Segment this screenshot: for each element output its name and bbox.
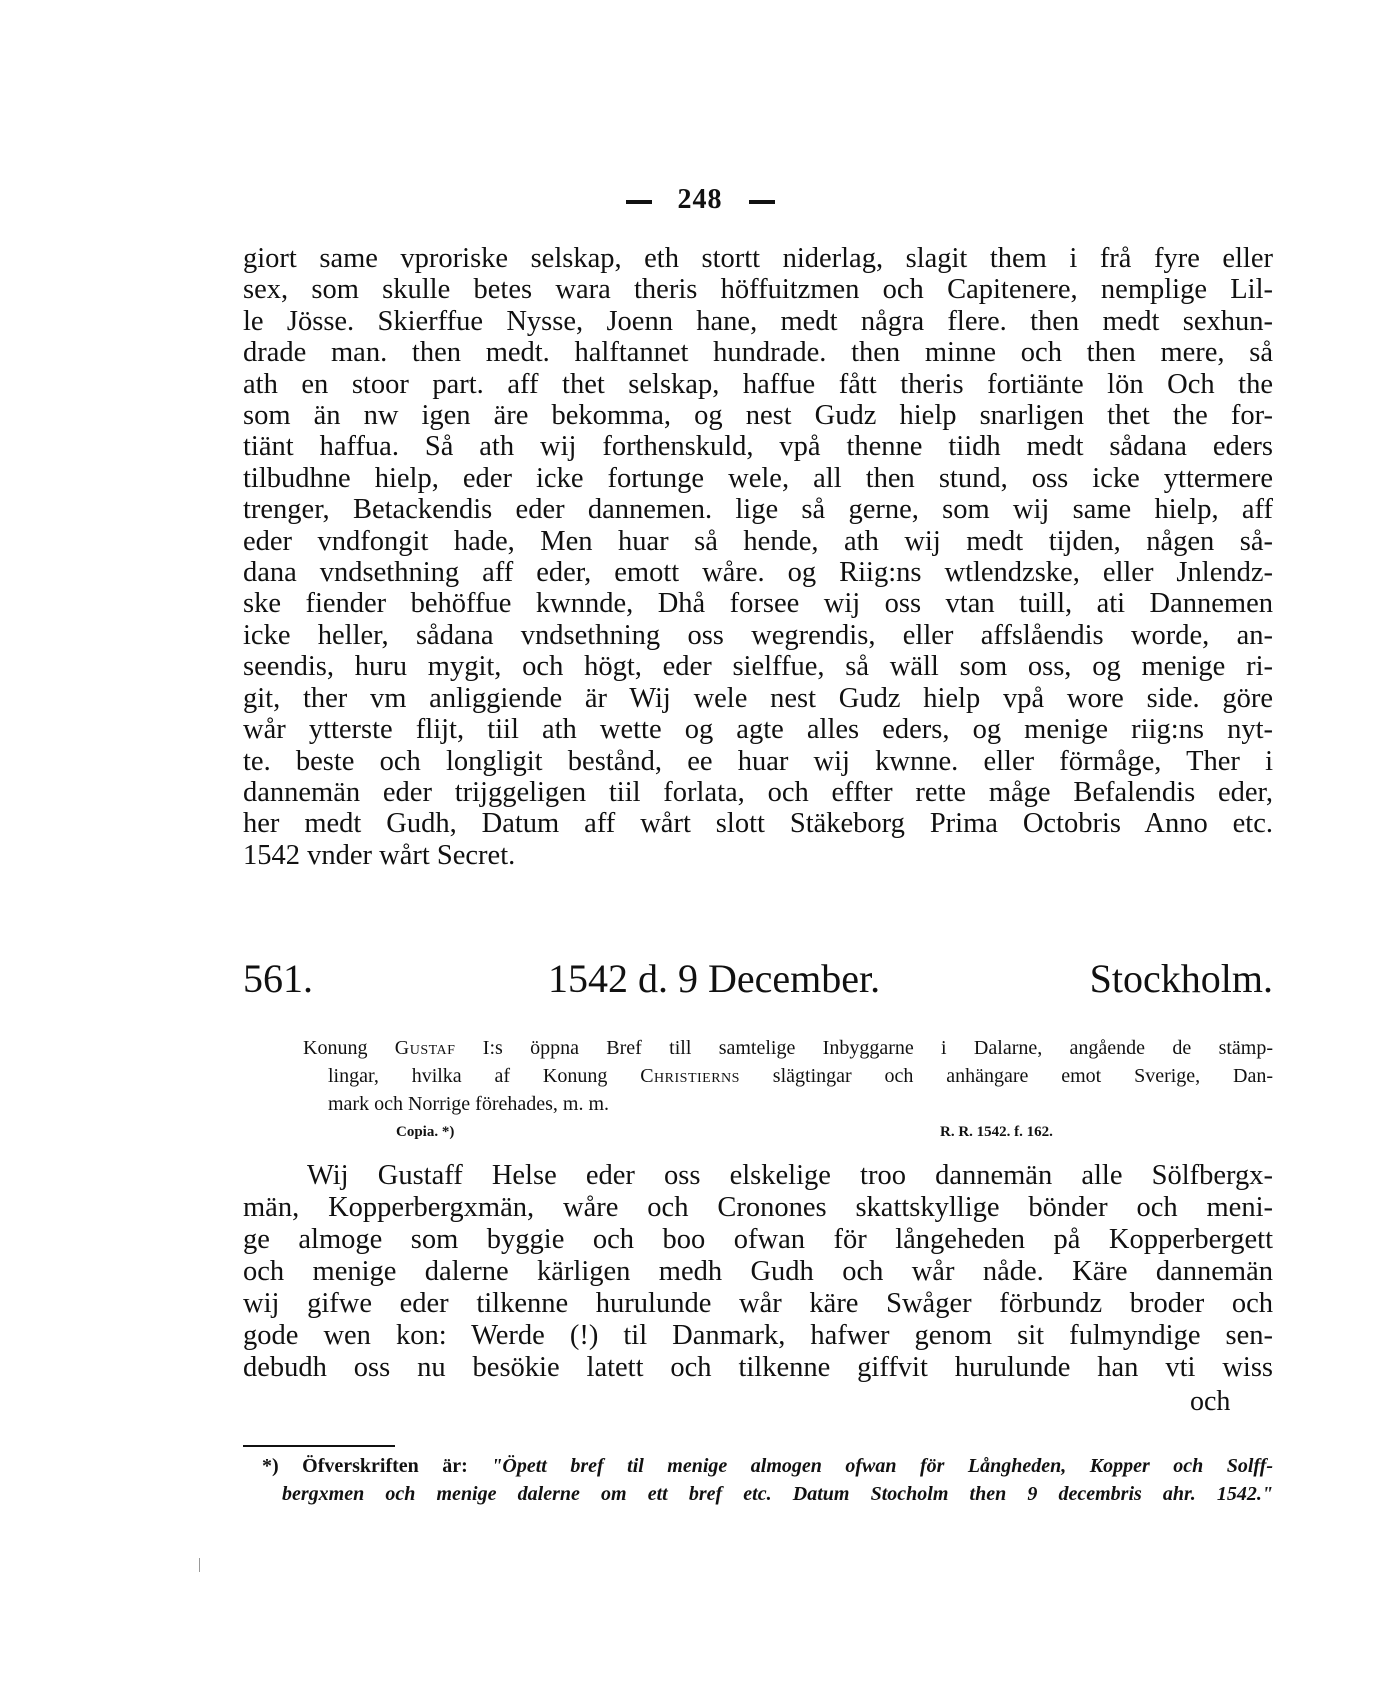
body-line: sex, som skulle betes wara theris höffuitzmen och Capitenere, nemplige Lil- <box>243 274 1273 306</box>
body-text <box>243 243 1273 871</box>
footnote-rule <box>243 1445 395 1447</box>
header-dash-left <box>626 200 652 204</box>
body-line: her medt Gudh, Datum aff wårt slott Stäkeborg Prima Octobris Anno etc. <box>243 808 1273 840</box>
summary-text: slägtingar och anhängare emot Sverige, Dan- <box>772 1065 1273 1087</box>
body-line: eder vndfongit hade, Men huar så hende, ath wij medt tijden, någen så- <box>243 525 1273 557</box>
summary-name: Gustaf <box>394 1037 456 1059</box>
summary-line: mark och Norrige förehades, m. m. <box>328 1093 610 1115</box>
footnote-lead: Öfverskriften är: <box>302 1455 468 1477</box>
body-line: dannemän eder trijggeligen tiil forlata, och effter rette måge Befalendis eder, <box>243 776 1273 808</box>
body-line: wår ytterste flijt, tiil ath wette og agte alles eders, og menige riig:ns nyt- <box>243 714 1273 746</box>
summary-name: Christierns <box>640 1065 740 1087</box>
summary-text: I:s öppna Bref till samtelige Inbyggarne i Dalarne, angående de stämp- <box>482 1037 1274 1059</box>
page-mark <box>199 1558 200 1572</box>
footnote-marker: *) <box>262 1455 279 1477</box>
footnote-line <box>262 1452 1273 1480</box>
letter-line: ge almoge som byggie och boo ofwan för långeheden på Kopperbergett <box>243 1224 1273 1255</box>
body-line: icke heller, sådana vndsethning oss wegrendis, eller affslåendis worde, an- <box>243 619 1273 651</box>
copia-reference: Copia. *) <box>396 1124 455 1140</box>
body-line: tilbudhne hielp, eder icke fortunge wele, all then stund, oss icke yttermere <box>243 462 1273 494</box>
catchword: och <box>1190 1386 1231 1417</box>
body-line: 1542 vnder wårt Secret. <box>243 839 516 871</box>
footnote <box>262 1452 1273 1508</box>
footnote-quote: "Öpett bref til menige almogen ofwan för Långheden, Kopper och Solff- <box>491 1455 1274 1477</box>
document-summary <box>303 1034 1273 1118</box>
body-line: trenger, Betackendis eder dannemen. lige så gerne, som wij same hielp, aff <box>243 494 1273 526</box>
body-line: seendis, huru mygit, och högt, eder sielffue, så wäll som oss, og menige ri- <box>243 651 1273 683</box>
summary-text: Konung <box>303 1037 368 1059</box>
document-place: Stockholm. <box>1089 956 1273 1001</box>
letter-text <box>243 1160 1273 1384</box>
body-line: ske fiender behöffue kwnnde, Dhå forsee wij oss vtan tuill, ati Dannemen <box>243 588 1273 620</box>
letter-line: gode wen kon: Werde (!) til Danmark, hafwer genom sit fulmyndige sen- <box>243 1320 1273 1351</box>
body-line: ath en stoor part. aff thet selskap, haffue fått theris fortiänte lön Och the <box>243 368 1273 400</box>
source-references <box>0 1124 1400 1148</box>
footnote-quote: bergxmen och menige dalerne om ett bref etc. Datum Stocholm then 9 decembris ahr. 1542." <box>282 1483 1273 1505</box>
summary-text: lingar, hvilka af Konung <box>328 1065 608 1087</box>
letter-line: debudh oss nu besökie latett och tilkenne giffvit hurulunde han vti wiss <box>243 1352 1273 1383</box>
body-line: git, ther vm anliggiende är Wij wele nest Gudz hielp vpå wore side. göre <box>243 682 1273 714</box>
body-line: giort same vproriske selskap, eth stortt niderlag, slagit them i frå fyre eller <box>243 243 1273 274</box>
page-header <box>0 184 1400 216</box>
letter-line: wij gifwe eder tilkenne hurulunde wår käre Swåger förbundz broder och <box>243 1288 1273 1319</box>
body-line: tiänt haffua. Så ath wij forthenskuld, vpå thenne tiidh medt sådana eders <box>243 431 1273 463</box>
header-dash-right <box>749 200 775 204</box>
letter-line: män, Kopperbergxmän, wåre och Cronones skattskyllige bönder och meni- <box>243 1192 1273 1223</box>
body-line: dana vndsethning aff eder, emott wåre. og Riig:ns wtlendzske, eller Jnlendz- <box>243 557 1273 589</box>
document-date: 1542 d. 9 December. <box>548 956 881 1001</box>
footnote-line <box>262 1480 1273 1508</box>
letter-line: Wij Gustaff Helse eder oss elskelige troo dannemän alle Sölfbergx- <box>307 1160 1273 1191</box>
body-line: som än nw igen äre bekomma, og nest Gudz hielp snarligen thet the for- <box>243 400 1273 432</box>
body-line: le Jösse. Skierffue Nysse, Joenn hane, medt några flere. then medt sexhun- <box>243 305 1273 337</box>
archive-reference: R. R. 1542. f. 162. <box>940 1124 1053 1140</box>
body-line: drade man. then medt. halftannet hundrade. then minne och then mere, så <box>243 337 1273 369</box>
summary-line <box>303 1034 1273 1062</box>
letter-line: och menige dalerne kärligen medh Gudh och wår nåde. Käre dannemän <box>243 1256 1273 1287</box>
page-number: 248 <box>677 184 723 215</box>
document-heading <box>243 955 1273 1005</box>
summary-line <box>303 1062 1273 1090</box>
body-line: te. beste och longligit bestånd, ee huar wij kwnne. eller förmåge, Ther i <box>243 745 1273 777</box>
document-number: 561. <box>243 956 313 1001</box>
